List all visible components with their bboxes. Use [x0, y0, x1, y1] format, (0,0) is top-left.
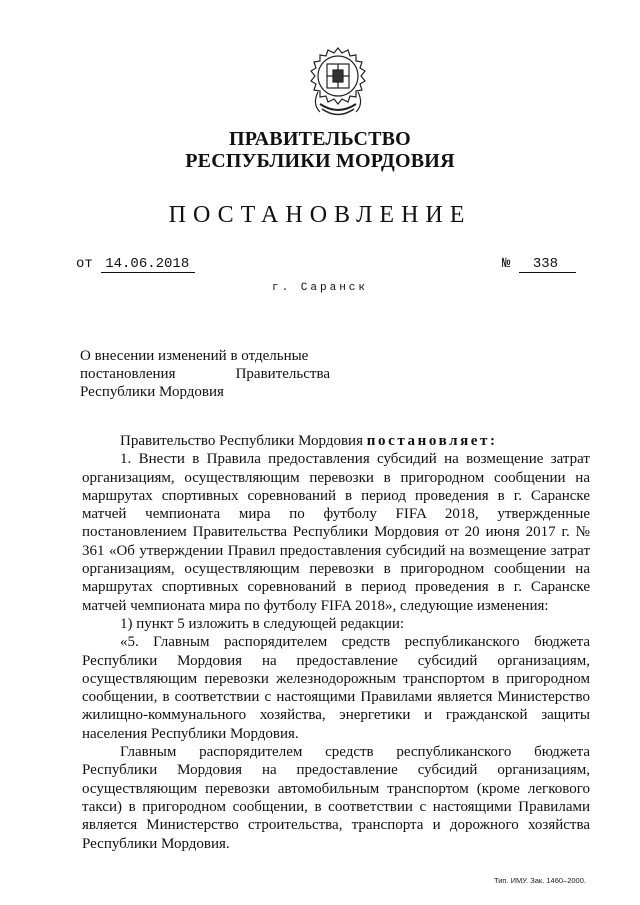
- decree-date-line: [76, 256, 195, 273]
- mordovia-coat-of-arms-icon: [306, 46, 370, 122]
- paragraph-item-1: 1. Внести в Правила предоставления субсидий на возмещение затрат организациям, осуществляющим перевозки в пригородном сообщении на маршрутах спортивных соревнований в период проведения в г. Саранске матчей чемпионата мира по футболу FIFA 2018, утвержденные постановлением Правительства Республики Мордовия от 20 июня 2017 г. № 361 «Об утверждении Правил предоставления субсидий на возмещение затрат организациям, осуществляющим перевозки в пригородном сообщении на маршрутах спортивных соревнований в период проведения в г. Саранске матчей чемпионата мира по футболу FIFA 2018», следующие изменения:: [82, 451, 590, 614]
- decree-number: 338: [519, 256, 576, 273]
- number-prefix: №: [502, 256, 511, 272]
- subject-line1: О внесении изменений в отдельные: [80, 348, 309, 364]
- document-type-title: ПОСТАНОВЛЕНИЕ: [168, 202, 472, 228]
- government-name-line1: ПРАВИТЕЛЬСТВО: [229, 128, 411, 150]
- city-name: г. Саранск: [271, 282, 368, 294]
- government-name-line2: РЕСПУБЛИКИ МОРДОВИЯ: [185, 150, 455, 172]
- subject-line3: Республики Мордовия: [80, 384, 224, 400]
- decree-number-line: [502, 256, 576, 273]
- date-prefix: от: [76, 256, 93, 272]
- intro-decree-verb: постановляет:: [366, 433, 498, 449]
- paragraph-clause-5: «5. Главным распорядителем средств республиканского бюджета Республики Мордовия на предоставление субсидий организациям, осуществляющим перевозки железнодорожным транспортом в пригородном сообщении, в соответствии с настоящими Правилами является Министерство жилищно-коммунального хозяйства, энергетики и гражданской защиты населения Республики Мордовия.: [82, 634, 590, 742]
- decree-subject: [80, 347, 330, 401]
- decree-body: [82, 432, 590, 853]
- intro-paragraph: [82, 432, 590, 450]
- paragraph-clause-5-second: Главным распорядителем средств республиканского бюджета Республики Мордовия на предоставление субсидий организациям, осуществляющим перевозки автомобильным транспортом (кроме легкового такси) в пригородном сообщении, в соответствии с настоящими Правилами является Министерство строительства, транспорта и дорожного хозяйства Республики Мордовия.: [82, 744, 590, 852]
- intro-lead: Правительство Республики Мордовия: [120, 433, 367, 449]
- decree-date: 14.06.2018: [101, 256, 195, 273]
- print-info-footer: Тип. ИМУ. Зак. 1460–2000.: [493, 876, 586, 885]
- paragraph-subitem-1: 1) пункт 5 изложить в следующей редакции:: [120, 615, 405, 632]
- subject-line2: постановления Правительства: [80, 366, 330, 382]
